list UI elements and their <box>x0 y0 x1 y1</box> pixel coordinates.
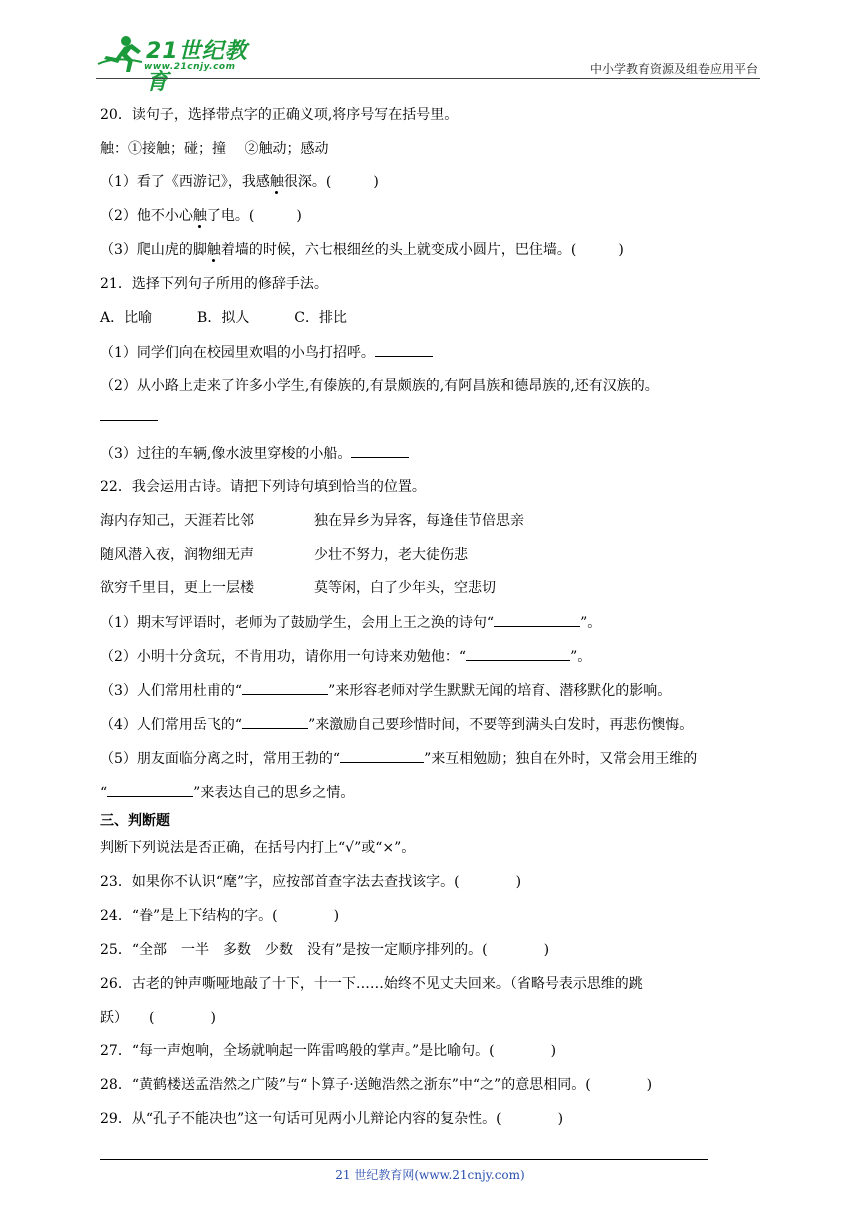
answer-blank[interactable] <box>340 748 424 763</box>
footer-link[interactable]: 21 世纪教育网(www.21cnjy.com) <box>335 1168 525 1182</box>
site-logo[interactable] <box>96 30 266 95</box>
text: （2）小明十分贪玩，不肯用功，请你用一句诗来劝勉他：“ <box>100 649 467 665</box>
text: （3）人们常用杜甫的“ <box>100 683 243 699</box>
q22-sentence-2 <box>100 646 591 667</box>
text: （1）期末写评语时，老师为了鼓励学生，会用上王之涣的诗句“ <box>100 615 495 631</box>
q27: 27．“每一声炮响，全场就响起一阵雷鸣般的掌声。”是比喻句。( ) <box>100 1043 557 1059</box>
poem-row <box>100 545 468 565</box>
q21-sentence-2-blank <box>100 406 158 427</box>
q20-sentence-3 <box>100 240 624 260</box>
page-header <box>96 30 758 95</box>
q22-sentence-5 <box>100 748 697 769</box>
option-b: B．拟人 <box>197 310 250 326</box>
poem-line: 独在异乡为异客，每逢佳节倍思亲 <box>314 513 524 529</box>
text: （3）过往的车辆,像水波里穿梭的小船。 <box>100 446 352 462</box>
poem-line: 莫等闲，白了少年头，空悲切 <box>314 580 496 596</box>
q22-sentence-1 <box>100 612 601 633</box>
answer-blank[interactable] <box>466 646 570 661</box>
text: 了电。( ) <box>206 208 302 224</box>
poem-row <box>100 511 524 531</box>
q21-sentence-3 <box>100 443 409 464</box>
text: ”。 <box>580 615 602 631</box>
answer-blank[interactable] <box>242 714 308 729</box>
text: ”来互相勉励；独自在外时，又常会用王维的 <box>424 751 698 767</box>
header-divider <box>96 78 760 79</box>
option-a: A．比喻 <box>100 310 153 326</box>
q22-sentence-5-cont <box>100 782 354 803</box>
footer-divider <box>100 1159 708 1160</box>
option-c: C．排比 <box>294 310 347 326</box>
section-title: 三、判断题 <box>100 813 170 829</box>
q20-title: 20．读句子，选择带点字的正确义项,将序号写在括号里。 <box>100 107 459 123</box>
q21-options <box>100 308 347 328</box>
q21-sentence-2: （2）从小路上走来了许多小学生,有傣族的,有景颇族的,有阿昌族和德昂族的,还有汉族的。 <box>100 378 659 394</box>
q26: 26．古老的钟声嘶哑地敲了十下，十一下……始终不见丈夫回来。（省略号表示思维的跳 <box>100 976 643 992</box>
q25: 25．“全部 一半 多数 少数 没有”是按一定顺序排列的。( ) <box>100 942 550 958</box>
q20-options: 触：①接触；碰；撞 ②触动；感动 <box>100 141 329 157</box>
q21-title: 21．选择下列句子所用的修辞手法。 <box>100 276 328 292</box>
text: 很深。( ) <box>283 174 379 190</box>
running-man-icon <box>96 34 144 74</box>
answer-blank[interactable] <box>100 406 158 421</box>
q22-sentence-3 <box>100 680 671 701</box>
answer-blank[interactable] <box>494 612 580 627</box>
logo-text: 21世纪教育 <box>146 39 248 95</box>
platform-name: 中小学教育资源及组卷应用平台 <box>589 62 758 76</box>
poem-line: 随风潜入夜，润物细无声 <box>100 547 254 563</box>
dotted-char: 触 <box>206 242 221 258</box>
text: （2）他不小心 <box>100 208 193 224</box>
answer-blank[interactable] <box>242 680 328 695</box>
q20-sentence-2 <box>100 206 302 226</box>
text: “ <box>100 785 108 801</box>
q24: 24．“眷”是上下结构的字。( ) <box>100 908 340 924</box>
answer-blank[interactable] <box>351 443 409 458</box>
poem-row <box>100 578 496 598</box>
q21-sentence-1 <box>100 342 433 363</box>
logo-url: www.21cnjy.com <box>144 62 236 72</box>
q29: 29．从“孔子不能决也”这一句话可见两小儿辩论内容的复杂性。( ) <box>100 1111 564 1127</box>
text: （1）看了《西游记》，我感 <box>100 174 270 190</box>
text: ”来表达自己的思乡之情。 <box>193 785 355 801</box>
q22-title: 22．我会运用古诗。请把下列诗句填到恰当的位置。 <box>100 479 426 495</box>
answer-blank[interactable] <box>375 342 433 357</box>
poem-line: 海内存知己，天涯若比邻 <box>100 513 254 529</box>
section-instruction: 判断下列说法是否正确，在括号内打上“√”或“×”。 <box>100 840 416 856</box>
q26-cont: 跃） ( ) <box>100 1010 216 1026</box>
q23: 23．如果你不认识“麾”字，应按部首查字法去查找该字。( ) <box>100 874 522 890</box>
poem-line: 少壮不努力，老大徒伤悲 <box>314 547 468 563</box>
text: （5）朋友面临分离之时，常用王勃的“ <box>100 751 341 767</box>
text: 着墙的时候，六七根细丝的头上就变成小圆片，巴住墙。( ) <box>220 242 624 258</box>
text: ”。 <box>570 649 592 665</box>
text: （4）人们常用岳飞的“ <box>100 717 243 733</box>
q28: 28．“黄鹤楼送孟浩然之广陵”与“卜算子·送鲍浩然之浙东”中“之”的意思相同。( ) <box>100 1077 653 1093</box>
text: ”来形容老师对学生默默无闻的培育、潜移默化的影响。 <box>328 683 672 699</box>
dotted-char: 触 <box>269 174 284 190</box>
dotted-char: 触 <box>192 208 207 224</box>
poem-line: 欲穷千里目，更上一层楼 <box>100 580 254 596</box>
q20-sentence-1 <box>100 172 379 192</box>
text: ”来激励自己要珍惜时间，不要等到满头白发时，再悲伤懊悔。 <box>308 717 694 733</box>
text: （3）爬山虎的脚 <box>100 242 207 258</box>
text: （1）同学们向在校园里欢唱的小鸟打招呼。 <box>100 345 375 361</box>
q22-sentence-4 <box>100 714 693 735</box>
answer-blank[interactable] <box>107 782 193 797</box>
